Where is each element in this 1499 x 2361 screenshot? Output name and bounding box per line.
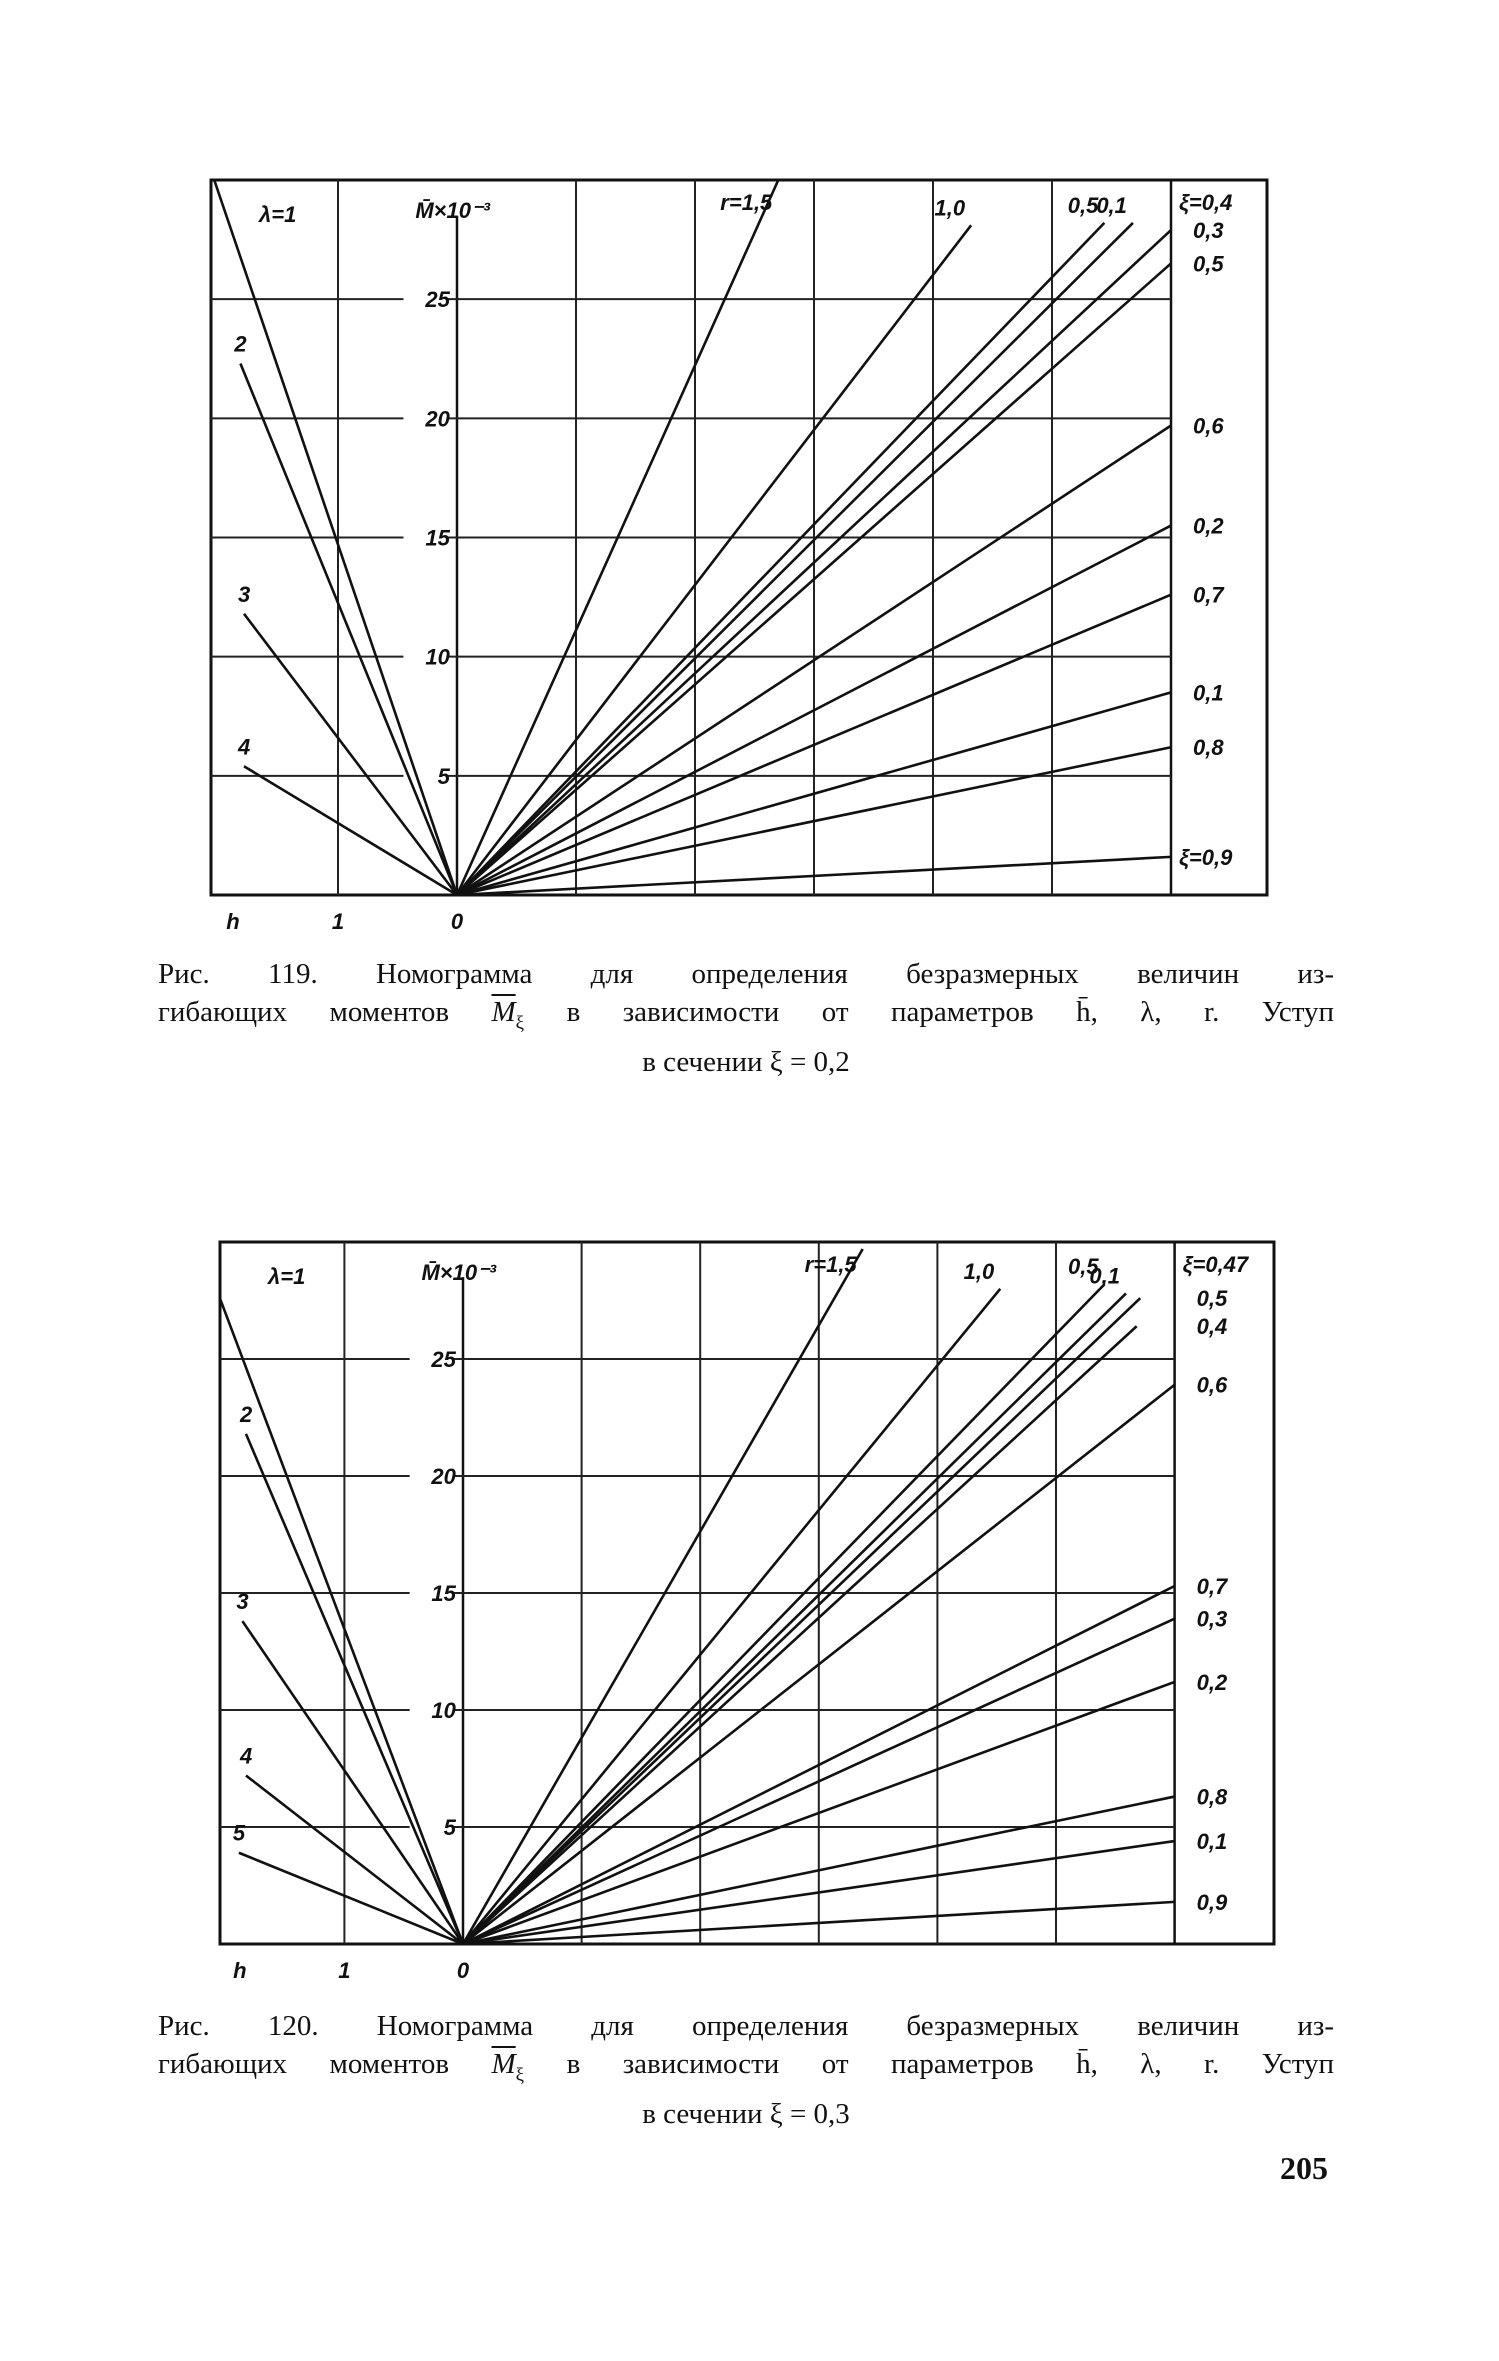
caption-fig-120: [158, 2007, 1334, 2133]
y-tick-label: 10: [425, 644, 450, 670]
caption-fig-119: [158, 955, 1334, 1081]
lambda-line-label: 4: [237, 734, 251, 760]
xi-line-label: 0,1: [1196, 1829, 1228, 1855]
y-tick-label: 10: [431, 1698, 456, 1723]
y-tick-label: 25: [425, 287, 450, 313]
xi-line-label: 0,6: [1196, 1372, 1228, 1398]
y-tick-label: 5: [443, 1815, 456, 1840]
lambda-line-label: 2: [234, 331, 247, 357]
y-axis-title: M̄×10⁻³: [415, 198, 490, 223]
r-line: [457, 223, 1104, 895]
y-tick-label: 20: [425, 406, 450, 432]
moment-symbol: $\overline{M}$: [491, 2048, 516, 2080]
y-tick-label: 15: [431, 1581, 456, 1606]
x-tick-label: h: [226, 909, 240, 934]
xi-line-label: 0,6: [1193, 413, 1224, 439]
r-line-label: 0,1: [1089, 1263, 1120, 1289]
x-tick-label: 1: [338, 1958, 351, 1983]
caption-text: в зависимости от параметров h̄, λ, r. Уступ: [566, 2048, 1335, 2080]
xi-header-label: ξ=0,4: [1179, 190, 1233, 215]
r-line: [457, 223, 1133, 895]
caption-line-1: Рис. 119. Номограмма для определения безразмерных величин из-: [158, 958, 1334, 990]
x-tick-label: h: [233, 1958, 247, 1983]
lambda-line-label: 3: [237, 581, 251, 607]
moment-subscript: ξ: [515, 2065, 525, 2086]
moment-symbol: $\overline{M}$: [491, 996, 516, 1028]
caption-line-3: в сечении ξ = 0,2: [642, 1046, 850, 1078]
y-axis-title: M̄×10⁻³: [421, 1260, 497, 1285]
x-tick-label: 0: [456, 1958, 470, 1983]
xi-line-label: 0,1: [1193, 680, 1224, 706]
xi-line-label: 0,5: [1196, 1286, 1228, 1312]
r-line: [463, 1284, 1105, 1944]
caption-line-2: [158, 2045, 1334, 2095]
xi-line-label: 0,9: [1196, 1889, 1228, 1915]
nomogram-fig-120: [220, 1242, 1274, 1983]
r-line-label: 0,5: [1068, 1254, 1099, 1280]
r-line-label: 0,1: [1096, 192, 1127, 218]
lambda-line-label: 3: [236, 1589, 249, 1615]
r-line-label: r=1,5: [804, 1252, 857, 1277]
caption-text: гибающих моментов: [158, 996, 450, 1028]
caption-text: в зависимости от параметров h̄, λ, r. Уступ: [566, 996, 1335, 1028]
xi-line-label: ξ=0,9: [1179, 844, 1233, 870]
lambda-line: [242, 1621, 463, 1944]
xi-line-label: 0,8: [1196, 1784, 1228, 1810]
y-tick-label: 25: [431, 1347, 456, 1372]
y-tick-label: 15: [425, 525, 450, 551]
lambda-line-label: 4: [239, 1743, 253, 1769]
xi-line-label: 0,2: [1196, 1669, 1228, 1695]
xi-line-label: 0,2: [1193, 513, 1224, 539]
xi-line-label: 0,3: [1193, 218, 1224, 244]
xi-line-label: 0,3: [1196, 1606, 1228, 1632]
lambda-line-label: λ=1: [259, 202, 297, 227]
caption-line-2: [158, 993, 1334, 1043]
xi-line-label: 0,4: [1196, 1314, 1228, 1340]
r-line: [463, 1293, 1126, 1944]
lambda-line: [237, 364, 457, 895]
caption-line-1: Рис. 120. Номограмма для определения безразмерных величин из-: [158, 2010, 1334, 2042]
x-tick-label: 0: [450, 909, 464, 934]
r-line-label: 0,5: [1067, 192, 1099, 218]
nomogram-fig-119: [211, 180, 1267, 934]
r-line-label: r=1,5: [720, 190, 773, 215]
caption-text: гибающих моментов: [158, 2048, 450, 2080]
xi-header-label: ξ=0,47: [1182, 1252, 1249, 1277]
xi-line-label: 0,7: [1196, 1573, 1228, 1599]
y-tick-label: 20: [431, 1464, 456, 1489]
xi-line-label: 0,5: [1193, 251, 1224, 277]
page-number: 205: [1280, 2150, 1328, 2186]
lambda-line-label: 2: [239, 1401, 253, 1427]
r-line: [463, 1249, 863, 1944]
xi-line-label: 0,7: [1193, 582, 1224, 608]
caption-line-3: в сечении ξ = 0,3: [642, 2098, 850, 2130]
lambda-line-label: 5: [232, 1820, 246, 1846]
xi-line: [463, 1298, 1140, 1944]
xi-line-label: 0,8: [1193, 735, 1224, 761]
lambda-line: [246, 1434, 463, 1944]
lambda-line: [244, 763, 457, 895]
xi-line: [463, 1326, 1137, 1944]
r-line-label: 1,0: [934, 195, 966, 221]
r-line-label: 1,0: [963, 1258, 995, 1284]
lambda-line-label: λ=1: [268, 1264, 306, 1289]
lambda-line: [220, 1298, 463, 1944]
moment-subscript: ξ: [515, 1013, 525, 1034]
x-tick-label: 1: [331, 909, 345, 934]
y-tick-label: 5: [437, 763, 450, 789]
